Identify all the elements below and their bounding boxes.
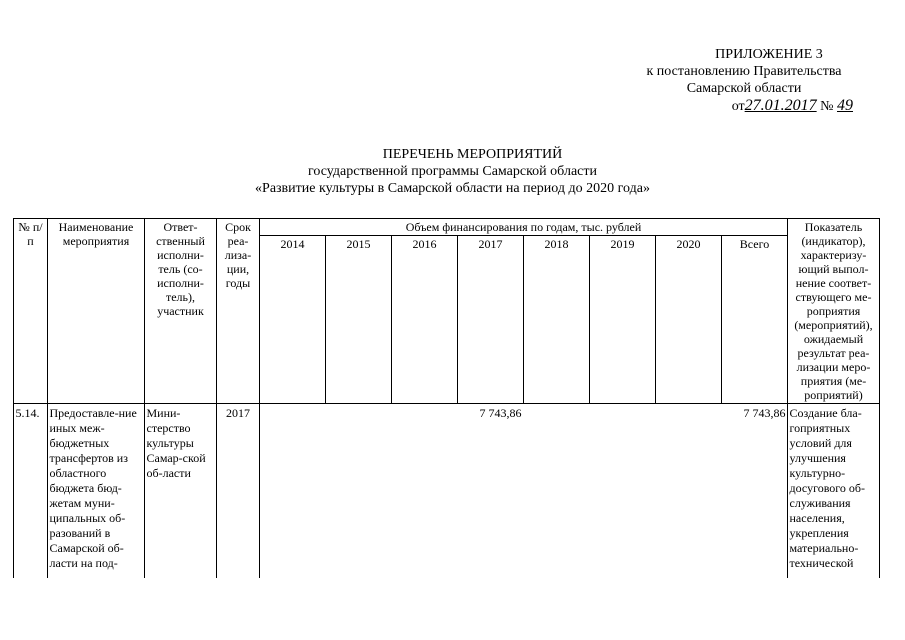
number-prefix: №	[820, 99, 834, 114]
header-year-2015: 2015	[326, 236, 392, 404]
column-divider	[787, 402, 788, 578]
row-2018	[524, 404, 590, 572]
header-num: № п/п	[14, 219, 48, 404]
header-executor: Ответ-ственный исполни-тель (со-исполни-тель), участник	[145, 219, 217, 404]
row-2020	[656, 404, 722, 572]
document-subtitle-2: «Развитие культуры в Самарской области на период до 2020 года»	[255, 181, 650, 196]
row-name: Предоставле-ние иных меж-бюджетных трансфертов из областного бюджета бюд-жетам муни-ципальных об-разований в Самарской об-ласти на под-	[49, 406, 137, 570]
document-subtitle-1: государственной программы Самарской области	[308, 164, 597, 179]
appendix-date-line	[629, 97, 859, 115]
row-indicator: Создание бла-гоприятных условий для улучшения культурно-досугового об-служивания населения, укрепления материально-технической	[789, 406, 866, 570]
appendix-line-2: Самарской области	[686, 81, 802, 96]
row-2016	[392, 404, 458, 572]
row-2015	[326, 404, 392, 572]
header-year-2020: 2020	[656, 236, 722, 404]
date-prefix: от	[731, 99, 745, 114]
header-total: Всего	[722, 236, 788, 404]
header-indicator: Показатель (индикатор), характеризу-ющий выпол-нение соответ-ствующего ме-роприятия (мероприятий), ожидаемый результат реа-лизации меро-приятия (ме-роприятий)	[788, 219, 880, 404]
header-year-2014: 2014	[260, 236, 326, 404]
row-num: 5.14.	[15, 406, 40, 420]
row-total: 7 743,86	[743, 406, 786, 420]
row-term: 2017	[226, 406, 250, 420]
header-year-2016: 2016	[392, 236, 458, 404]
header-term: Срок реа-лиза-ции, годы	[217, 219, 260, 404]
column-divider	[259, 402, 260, 578]
header-financing: Объем финансирования по годам, тыс. рублей	[260, 219, 788, 236]
date-value: 27.01.2017	[744, 97, 817, 114]
row-2019	[590, 404, 656, 572]
header-year-2017: 2017	[458, 236, 524, 404]
header-year-2018: 2018	[524, 236, 590, 404]
number-value: 49	[837, 97, 853, 114]
column-divider	[879, 402, 880, 578]
appendix-title: ПРИЛОЖЕНИЕ 3	[715, 47, 823, 62]
row-2014	[260, 404, 326, 572]
row-2017: 7 743,86	[479, 406, 522, 420]
header-year-2019: 2019	[590, 236, 656, 404]
document-title: ПЕРЕЧЕНЬ МЕРОПРИЯТИЙ	[382, 147, 563, 162]
appendix-line-1: к постановлению Правительства	[646, 64, 842, 79]
column-divider	[216, 402, 217, 578]
appendix-block	[629, 46, 859, 115]
column-divider	[144, 402, 145, 578]
column-divider	[13, 402, 14, 578]
header-name: Наименование мероприятия	[48, 219, 145, 404]
column-divider	[47, 402, 48, 578]
document-heading	[0, 146, 905, 197]
row-executor: Мини-стерство культуры Самар-ской об-ласти	[146, 406, 206, 480]
